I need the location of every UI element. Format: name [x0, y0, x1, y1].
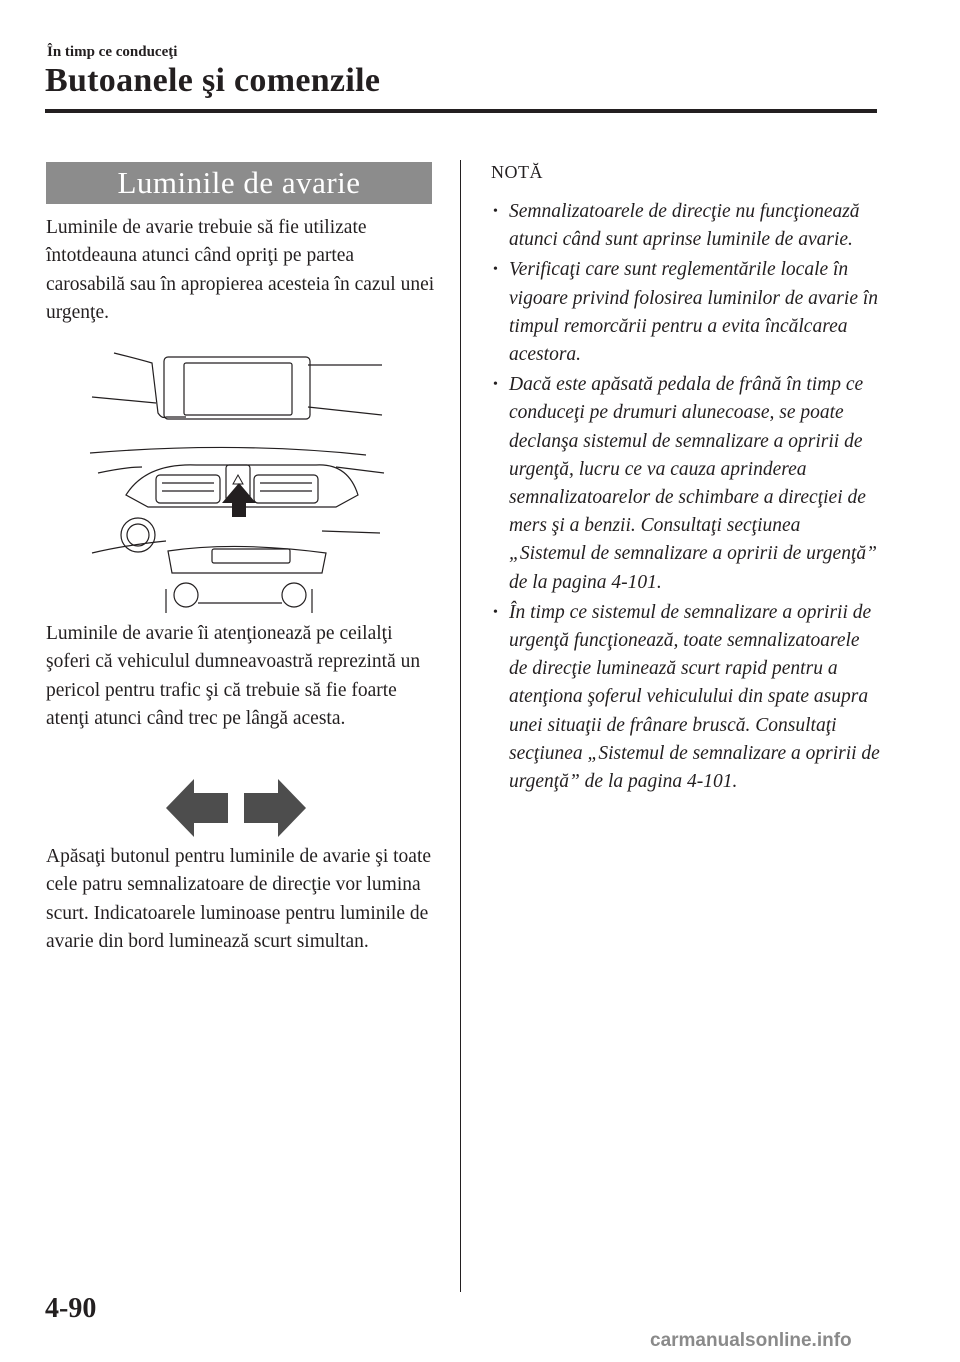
watermark: carmanualsonline.info [650, 1330, 852, 1351]
note-item-text: În timp ce sistemul de semnalizare a opririi de urgenţă funcţionează, toate semnalizatoarele de direcţie luminează scurt rapid pentru a atenţiona şoferul vehiculului din spate asupra unei situaţii de frânare bruscă. Consultaţi secţiunea „Sistemul de semnalizare a opririi de urgenţă” de la pagina 4-101. [509, 601, 880, 793]
title-rule [45, 109, 877, 113]
bullet-icon: • [493, 377, 498, 393]
page-number: 4-90 [45, 1293, 97, 1324]
warning-paragraph: Luminile de avarie îi atenţionează pe ceilalţi şoferi că vehiculul dumneavoastră reprezintă un pericol pentru trafic şi că trebuie să fie foarte atenţi atunci când trec pe lângă acesta. [46, 623, 421, 730]
page-title: Butoanele şi comenzile [45, 62, 381, 99]
dashboard-illustration [86, 345, 386, 615]
intro-paragraph: Luminile de avarie trebuie să fie utilizate întotdeauna atunci când opriţi pe partea carosabilă sau în apropierea acesteia în cazul unei urgenţe. [46, 217, 435, 324]
note-item-text: Verificaţi care sunt reglementările locale în vigoare privind folosirea luminilor de avarie în timpul remorcării pentru a evita încălcarea acestora. [509, 259, 879, 366]
note-item-text: Semnalizatoarele de direcţie nu funcţionează atunci când sunt aprinse luminile de avarie. [509, 201, 860, 251]
turn-signal-arrows-icon [166, 779, 306, 837]
section-banner: Luminile de avarie [46, 162, 432, 204]
note-item [491, 256, 881, 369]
note-item-text: Dacă este apăsată pedala de frână în timp ce conduceţi pe drumuri alunecoase, se poate declanşa sistemul de semnalizare a opririi de urgenţă, lucru ce va cauza aprinderea semnalizatoarelor de schimbare a direcţiei de mers şi a benzii. Consultaţi secţiunea „Sistemul de semnalizare a opririi de urgenţă” de la pagina 4-101. [509, 374, 877, 593]
operation-paragraph: Apăsaţi butonul pentru luminile de avarie şi toate cele patru semnalizatoare de direcţie vor lumina scurt. Indicatoarele luminoase pentru luminile de avarie din bord luminează scurt simultan. [46, 846, 432, 953]
note-item [491, 371, 881, 597]
note-item [491, 198, 881, 254]
bullet-icon: • [493, 262, 498, 278]
breadcrumb: În timp ce conduceţi [47, 44, 178, 60]
note-item [491, 599, 881, 796]
column-divider [460, 160, 461, 1292]
bullet-icon: • [493, 204, 498, 219]
bullet-icon: • [493, 604, 498, 620]
note-title: NOTĂ [491, 162, 543, 182]
note-list [491, 198, 881, 798]
